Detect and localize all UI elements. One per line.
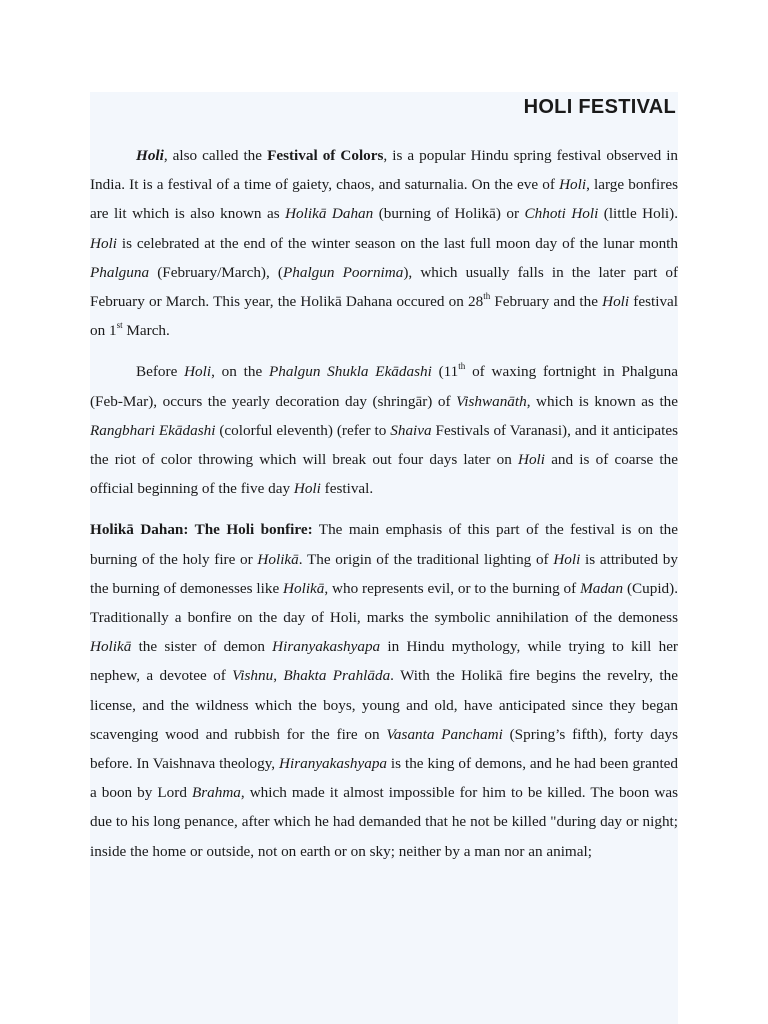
text-span: Holikā bbox=[283, 579, 325, 597]
text-span: Before bbox=[136, 363, 185, 381]
text-span: Bhakta Prahlāda bbox=[283, 667, 391, 685]
text-span: Holi bbox=[90, 234, 118, 252]
text-span: (February/March), ( bbox=[149, 263, 283, 281]
text-span: (burning of Holikā) or bbox=[373, 205, 525, 223]
text-span: festival. bbox=[320, 480, 374, 498]
text-span: Holikā Dahan bbox=[285, 205, 374, 223]
text-span: Phalguna bbox=[90, 263, 150, 281]
text-span: , also called the bbox=[163, 147, 268, 164]
text-span: Holi bbox=[559, 176, 587, 194]
text-span: Chhoti Holi bbox=[524, 205, 599, 223]
text-span: Shaiva bbox=[390, 421, 432, 439]
text-span: of waxing fortnight in Phalguna (Feb-Mar), occurs the yearly decoration day (shringār) of bbox=[90, 363, 678, 410]
text-span: Holi bbox=[602, 293, 630, 311]
text-span: Holi bbox=[553, 550, 581, 568]
superscript: th bbox=[483, 290, 491, 301]
text-span: Holi bbox=[293, 480, 321, 498]
text-span: is the king of demons, and he had been granted a boon by Lord bbox=[90, 755, 678, 802]
superscript: th bbox=[458, 361, 466, 372]
text-span: the sister of demon bbox=[131, 638, 273, 656]
text-span: (Spring’s fifth), forty days before. In Vaishnava theology, bbox=[90, 725, 678, 773]
text-span: is attributed by the burning of demonesses like bbox=[90, 550, 678, 597]
text-span: (11 bbox=[431, 363, 459, 381]
paragraph-rangbhari bbox=[90, 357, 678, 503]
text-span: (little Holi). bbox=[598, 205, 678, 223]
text-span: , which is known as the bbox=[526, 392, 678, 410]
text-span: Vishnu bbox=[232, 667, 274, 685]
text-span: Hiranyakashyapa bbox=[272, 638, 381, 656]
text-span: The main emphasis of this part of the festival is on the burning of the holy fire or bbox=[90, 521, 678, 568]
text-span: and is of coarse the official beginning of the five day bbox=[90, 451, 678, 498]
text-span: , on the bbox=[211, 363, 269, 381]
text-span: Brahma bbox=[191, 784, 241, 802]
text-span: Madan bbox=[580, 579, 624, 597]
text-span: Vishwanāth bbox=[456, 392, 527, 410]
paragraph-intro bbox=[90, 141, 678, 345]
text-span: , bbox=[273, 667, 284, 685]
text-span: Phalgun Shukla Ekādashi bbox=[268, 363, 432, 381]
section-heading: Holikā Dahan: The Holi bonfire: bbox=[90, 521, 313, 539]
text-span: , large bonfires are lit which is also known as bbox=[90, 176, 678, 223]
paragraph-holika-dahan bbox=[90, 515, 678, 865]
text-span: February and the bbox=[490, 293, 603, 311]
text-span: festival on 1 bbox=[90, 293, 678, 340]
text-span: . The origin of the traditional lighting of bbox=[298, 550, 554, 568]
text-span: Holikā bbox=[90, 638, 132, 656]
text-span: March. bbox=[122, 322, 170, 340]
text-span: , is a popular Hindu spring festival observed in India. It is a festival of a time of gaiety, chaos, and saturnalia. On the eve of bbox=[90, 147, 678, 194]
text-span: Holi bbox=[136, 147, 164, 164]
text-span: Festivals of Varanasi), and it anticipates the riot of color throwing which will break out four days later on bbox=[90, 421, 678, 469]
text-span: , which made it almost impossible for him to be killed. The boon was due to his long penance, after which he had demanded that he not be killed "during day or night; inside the home or outside, not on earth or on sky; neither by a man nor an animal; bbox=[90, 784, 678, 860]
superscript: st bbox=[116, 320, 123, 331]
text-span: Holi bbox=[517, 451, 545, 469]
text-span: Phalgun Poornima bbox=[282, 263, 404, 281]
text-span: , who represents evil, or to the burning of bbox=[324, 579, 581, 597]
text-span: Hiranyakashyapa bbox=[279, 755, 388, 773]
document-page bbox=[90, 92, 678, 1024]
text-span: Rangbhari Ekādashi bbox=[90, 421, 216, 439]
text-span: (colorful eleventh) (refer to bbox=[215, 421, 391, 439]
text-span: ), which usually falls in the later part of February or March. This year, the Holikā Dahana occured on 28 bbox=[90, 263, 678, 311]
text-span: (Cupid). Traditionally a bonfire on the day of Holi, marks the symbolic annihilation of the demoness bbox=[90, 579, 678, 627]
text-span: Holi bbox=[184, 363, 212, 381]
text-span: is celebrated at the end of the winter season on the last full moon day of the lunar month bbox=[117, 234, 678, 252]
page-title: HOLI FESTIVAL bbox=[523, 96, 676, 118]
text-span: Vasanta Panchami bbox=[386, 725, 503, 743]
text-span: Festival of Colors bbox=[267, 147, 384, 164]
text-span: . With the Holikā fire begins the revelry, the license, and the wildness which the boys, young and old, have anticipated since they began scavenging wood and rubbish for the fire on bbox=[90, 667, 678, 743]
text-span: in Hindu mythology, while trying to kill her nephew, a devotee of bbox=[90, 638, 678, 685]
text-span: Holikā bbox=[257, 550, 299, 568]
